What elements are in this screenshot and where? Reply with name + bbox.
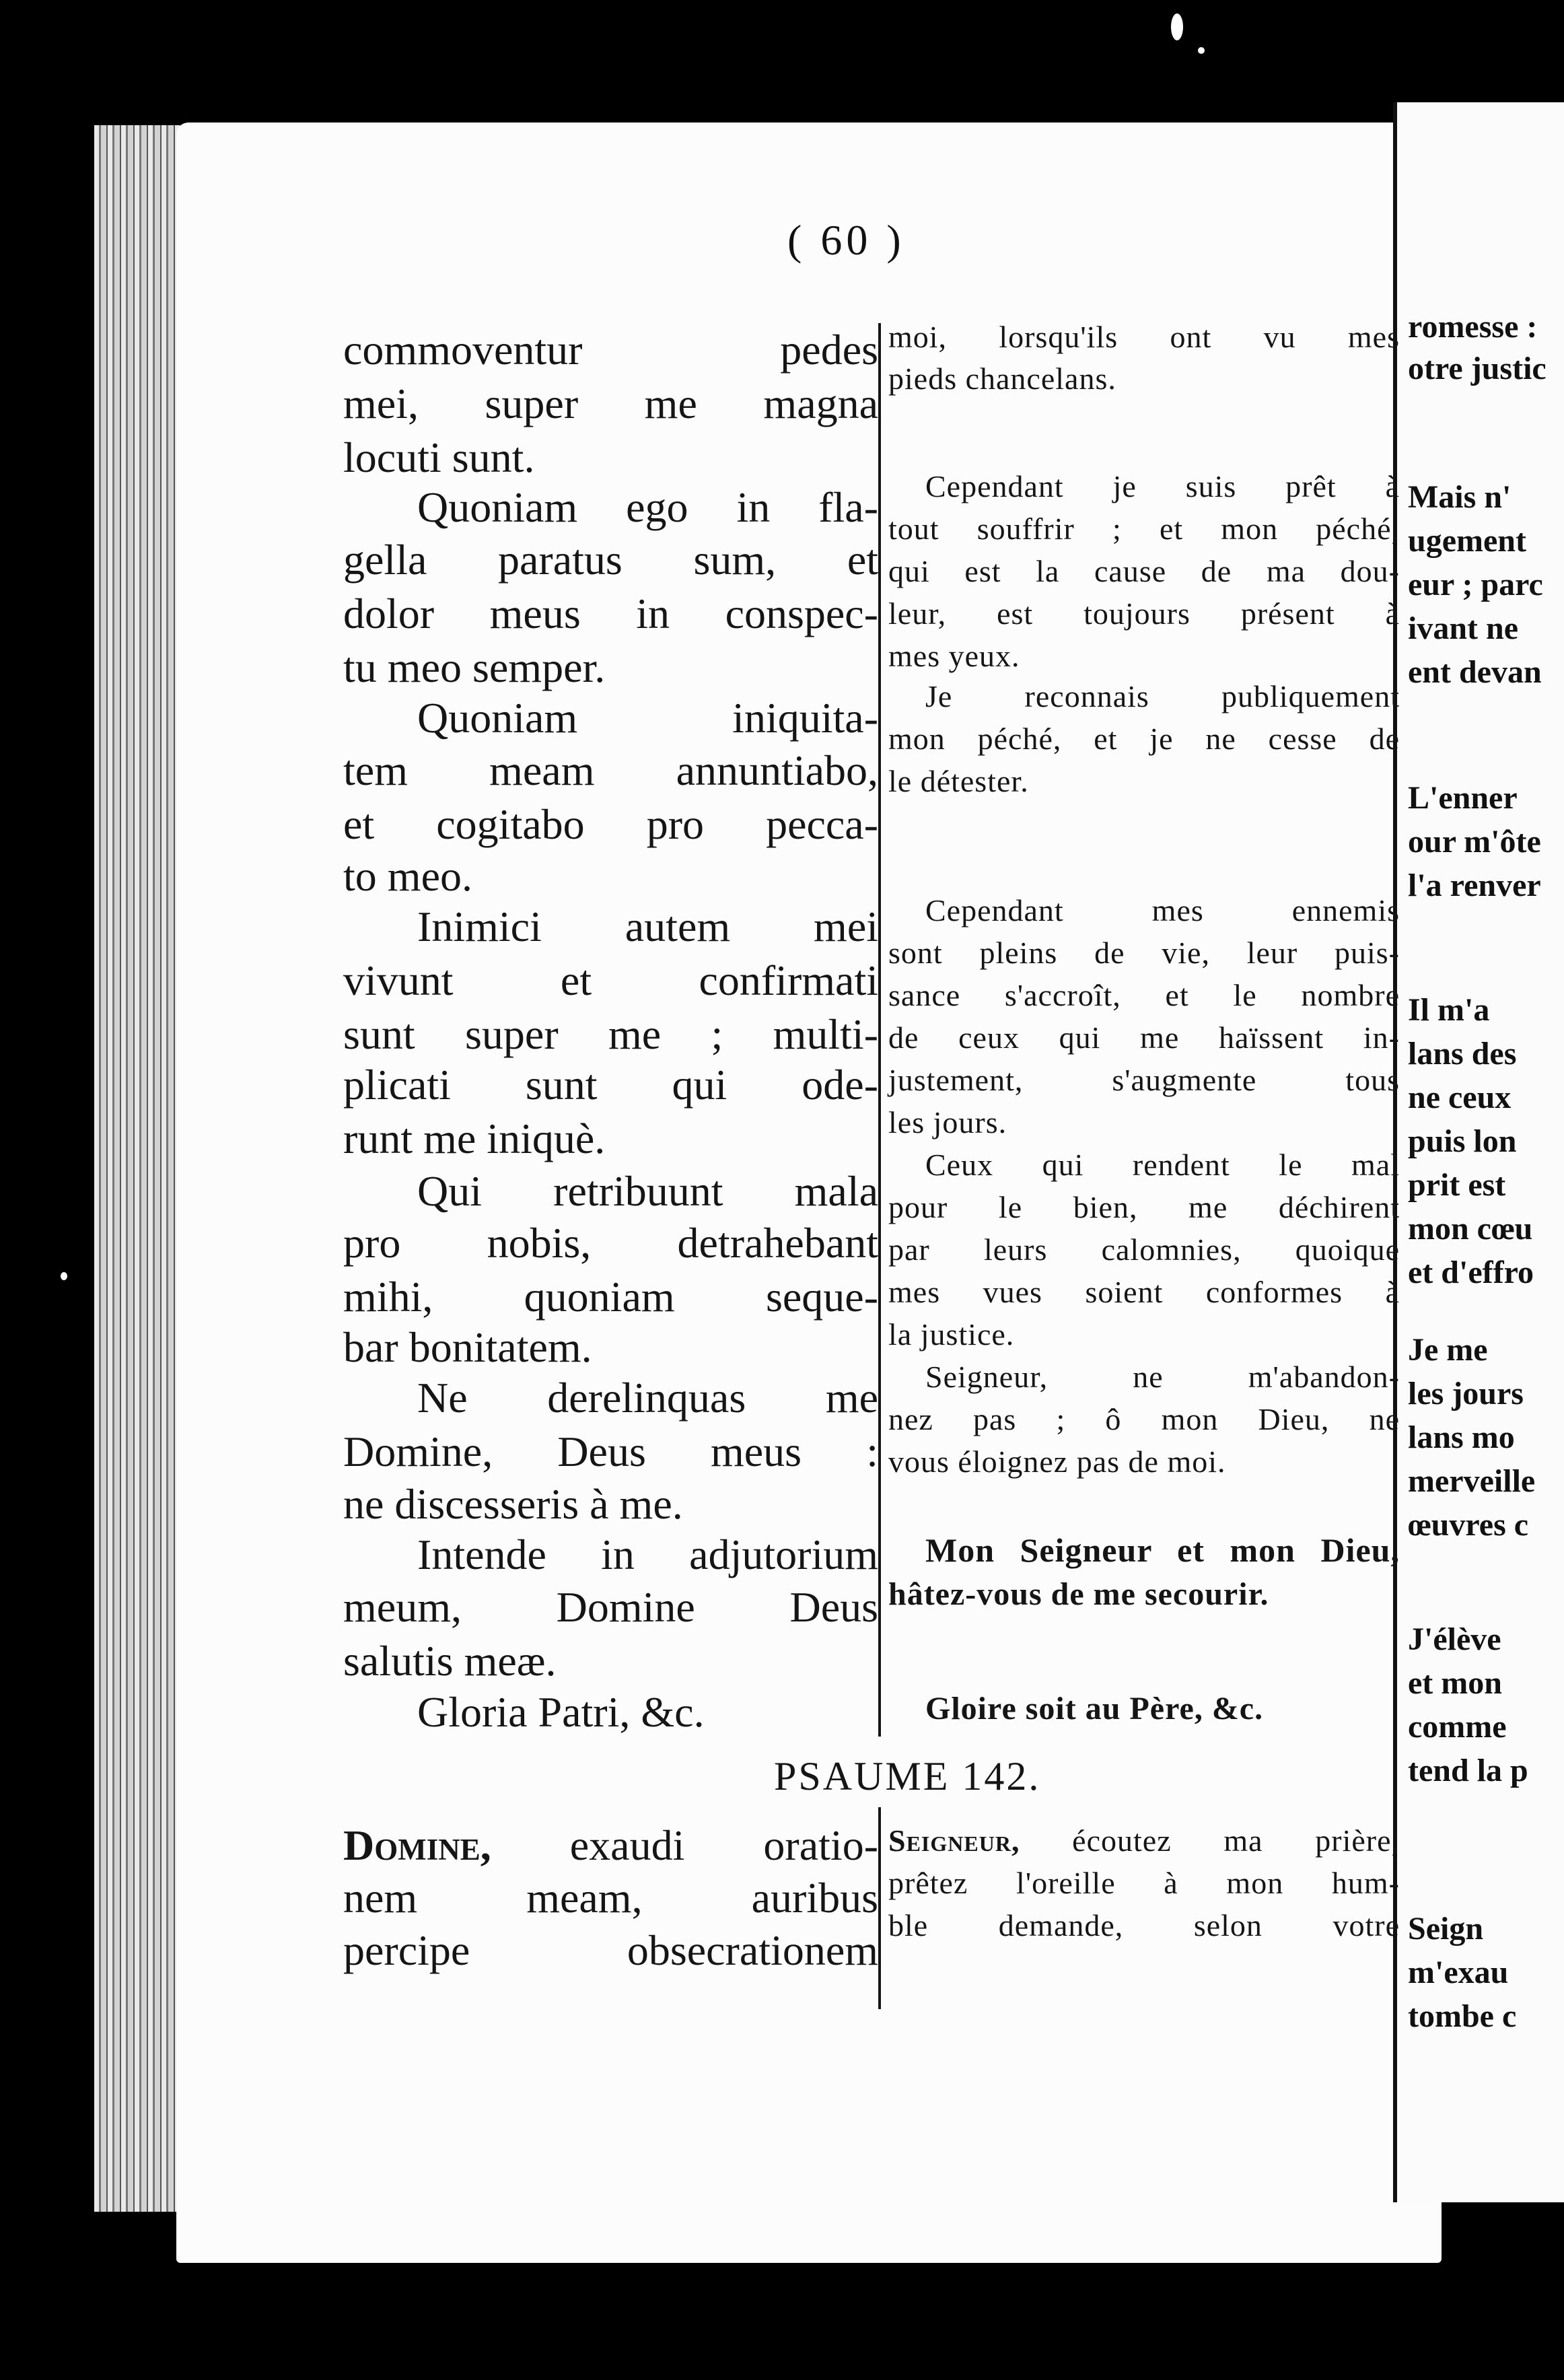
latin-line: mei, super me magna bbox=[343, 380, 878, 427]
facing-page-line: romesse : bbox=[1408, 309, 1538, 345]
psalm-heading: PSAUME 142. bbox=[774, 1754, 1041, 1798]
french-line: justement, s'augmente tous bbox=[888, 1063, 1400, 1097]
column-divider bbox=[878, 323, 881, 1737]
scan-speck bbox=[1198, 47, 1205, 54]
french-line: par leurs calomnies, quoique bbox=[888, 1232, 1400, 1267]
facing-page-line: puis lon bbox=[1408, 1123, 1517, 1159]
french-line: Seigneur, ne m'abandon- bbox=[925, 1360, 1400, 1394]
french-line: sont pleins de vie, leur puis- bbox=[888, 936, 1400, 970]
facing-page-line: lans mo bbox=[1408, 1420, 1515, 1455]
facing-page-line: ent devan bbox=[1408, 654, 1542, 690]
latin-line: et cogitabo pro pecca- bbox=[343, 800, 878, 848]
latin-line: tu meo semper. bbox=[343, 643, 606, 691]
latin-line: Domine, Deus meus : bbox=[343, 1428, 878, 1475]
facing-page-line: lans des bbox=[1408, 1036, 1517, 1072]
facing-page-line: tend la p bbox=[1408, 1753, 1528, 1788]
latin-line: tem meam annuntiabo, bbox=[343, 746, 878, 794]
psalm-latin-first-rest: exaudi oratio- bbox=[569, 1821, 878, 1869]
french-line: vous éloignez pas de moi. bbox=[888, 1444, 1226, 1479]
facing-page-line: merveille bbox=[1408, 1463, 1536, 1499]
french-line: le détester. bbox=[888, 764, 1029, 798]
french-line: Gloire soit au Père, &c. bbox=[925, 1691, 1264, 1726]
latin-line: Gloria Patri, &c. bbox=[417, 1688, 705, 1736]
facing-page-line: et mon bbox=[1408, 1665, 1502, 1701]
latin-line: bar bonitatem. bbox=[343, 1323, 592, 1371]
french-line: qui est la cause de ma dou- bbox=[888, 554, 1400, 588]
psalm-french-line: prêtez l'oreille à mon hum- bbox=[888, 1866, 1400, 1900]
page-edge-binding bbox=[94, 125, 188, 2212]
french-line: hâtez-vous de me secourir. bbox=[888, 1576, 1269, 1612]
facing-page-line: ivant ne bbox=[1408, 610, 1519, 646]
latin-line: mihi, quoniam seque- bbox=[343, 1273, 878, 1321]
french-line: mon péché, et je ne cesse de bbox=[888, 722, 1400, 756]
facing-page-line: ugement bbox=[1408, 523, 1526, 559]
latin-line: to meo. bbox=[343, 852, 472, 900]
french-line: Je reconnais publiquement bbox=[925, 679, 1400, 713]
facing-page-line: eur ; parc bbox=[1408, 567, 1543, 602]
latin-line: pro nobis, detrahebant bbox=[343, 1219, 878, 1267]
french-line: de ceux qui me haïssent in- bbox=[888, 1020, 1400, 1055]
french-line: moi, lorsqu'ils ont vu mes bbox=[888, 320, 1400, 354]
facing-page-line: L'enner bbox=[1408, 780, 1518, 816]
french-line: Cependant mes ennemis bbox=[925, 893, 1400, 928]
french-line: leur, est toujours présent à bbox=[888, 596, 1400, 631]
facing-page-line: m'exau bbox=[1408, 1955, 1509, 1990]
column-divider-psalm bbox=[878, 1807, 881, 2009]
latin-line: runt me iniquè. bbox=[343, 1115, 606, 1162]
dropcap-word: Domine, bbox=[343, 1821, 491, 1869]
facing-page-line: otre justic bbox=[1408, 351, 1547, 386]
facing-page-line: œuvres c bbox=[1408, 1507, 1529, 1543]
facing-page-line: l'a renver bbox=[1408, 868, 1541, 903]
psalm-latin-line: percipe obsecrationem bbox=[343, 1926, 878, 1974]
latin-line: Intende in adjutorium bbox=[417, 1531, 878, 1578]
facing-page-line: Seign bbox=[1408, 1911, 1484, 1947]
latin-line: Ne derelinquas me bbox=[417, 1374, 878, 1422]
facing-page-line: Je me bbox=[1408, 1332, 1488, 1368]
french-line: mes vues soient conformes à bbox=[888, 1275, 1400, 1309]
french-line: tout souffrir ; et mon péché, bbox=[888, 512, 1400, 546]
psalm-latin-line: nem meam, auribus bbox=[343, 1874, 878, 1922]
facing-page-line: et d'effro bbox=[1408, 1255, 1534, 1290]
french-line: nez pas ; ô mon Dieu, ne bbox=[888, 1402, 1400, 1436]
dropcap-word: Seigneur, bbox=[888, 1823, 1020, 1858]
latin-line: meum, Domine Deus bbox=[343, 1583, 878, 1631]
latin-line: locuti sunt. bbox=[343, 433, 535, 481]
psalm-french-line: ble demande, selon votre bbox=[888, 1908, 1400, 1943]
latin-line: plicati sunt qui ode- bbox=[343, 1061, 878, 1109]
french-line: les jours. bbox=[888, 1105, 1007, 1140]
facing-page-line: Il m'a bbox=[1408, 992, 1490, 1028]
facing-page-line: ne ceux bbox=[1408, 1080, 1512, 1115]
facing-page-line: tombe c bbox=[1408, 1998, 1517, 2034]
latin-line: Quoniam ego in fla- bbox=[417, 483, 878, 531]
facing-page-fragment bbox=[1393, 102, 1564, 2202]
french-line: Mon Seigneur et mon Dieu, bbox=[925, 1531, 1400, 1569]
latin-line: vivunt et confirmati bbox=[343, 956, 878, 1004]
french-line: pieds chancelans. bbox=[888, 361, 1116, 396]
french-line: pour le bien, me déchirent bbox=[888, 1190, 1400, 1224]
psalm-french-first-line bbox=[888, 1825, 1400, 1856]
psalm-french-first-rest: écoutez ma prière, bbox=[1072, 1823, 1400, 1858]
latin-line: commoventur pedes bbox=[343, 326, 878, 374]
facing-page-line: comme bbox=[1408, 1709, 1507, 1745]
facing-page-line: Mais n' bbox=[1408, 479, 1512, 515]
psalm-latin-first-line bbox=[343, 1821, 878, 1869]
french-line: Ceux qui rendent le mal bbox=[925, 1148, 1400, 1182]
french-line: Cependant je suis prêt à bbox=[925, 469, 1400, 503]
facing-page-line: our m'ôte bbox=[1408, 824, 1541, 860]
facing-page-line: prit est bbox=[1408, 1167, 1506, 1203]
scan-speck bbox=[1171, 13, 1183, 40]
latin-line: sunt super me ; multi- bbox=[343, 1010, 878, 1058]
page-number: ( 60 ) bbox=[787, 216, 905, 264]
french-line: mes yeux. bbox=[888, 639, 1020, 673]
latin-line: ne discesseris à me. bbox=[343, 1480, 683, 1528]
latin-line: salutis meæ. bbox=[343, 1637, 557, 1685]
latin-line: Quoniam iniquita- bbox=[417, 694, 878, 742]
scan-speck bbox=[61, 1272, 67, 1280]
facing-page-line: les jours bbox=[1408, 1376, 1524, 1411]
french-line: sance s'accroît, et le nombre bbox=[888, 978, 1400, 1012]
latin-line: gella paratus sum, et bbox=[343, 536, 878, 584]
french-line: la justice. bbox=[888, 1317, 1015, 1352]
latin-line: dolor meus in conspec- bbox=[343, 590, 878, 637]
facing-page-line: mon cœu bbox=[1408, 1211, 1533, 1247]
facing-page-line: J'élève bbox=[1408, 1621, 1501, 1657]
latin-line: Qui retribuunt mala bbox=[417, 1167, 878, 1215]
latin-line: Inimici autem mei bbox=[417, 903, 878, 950]
